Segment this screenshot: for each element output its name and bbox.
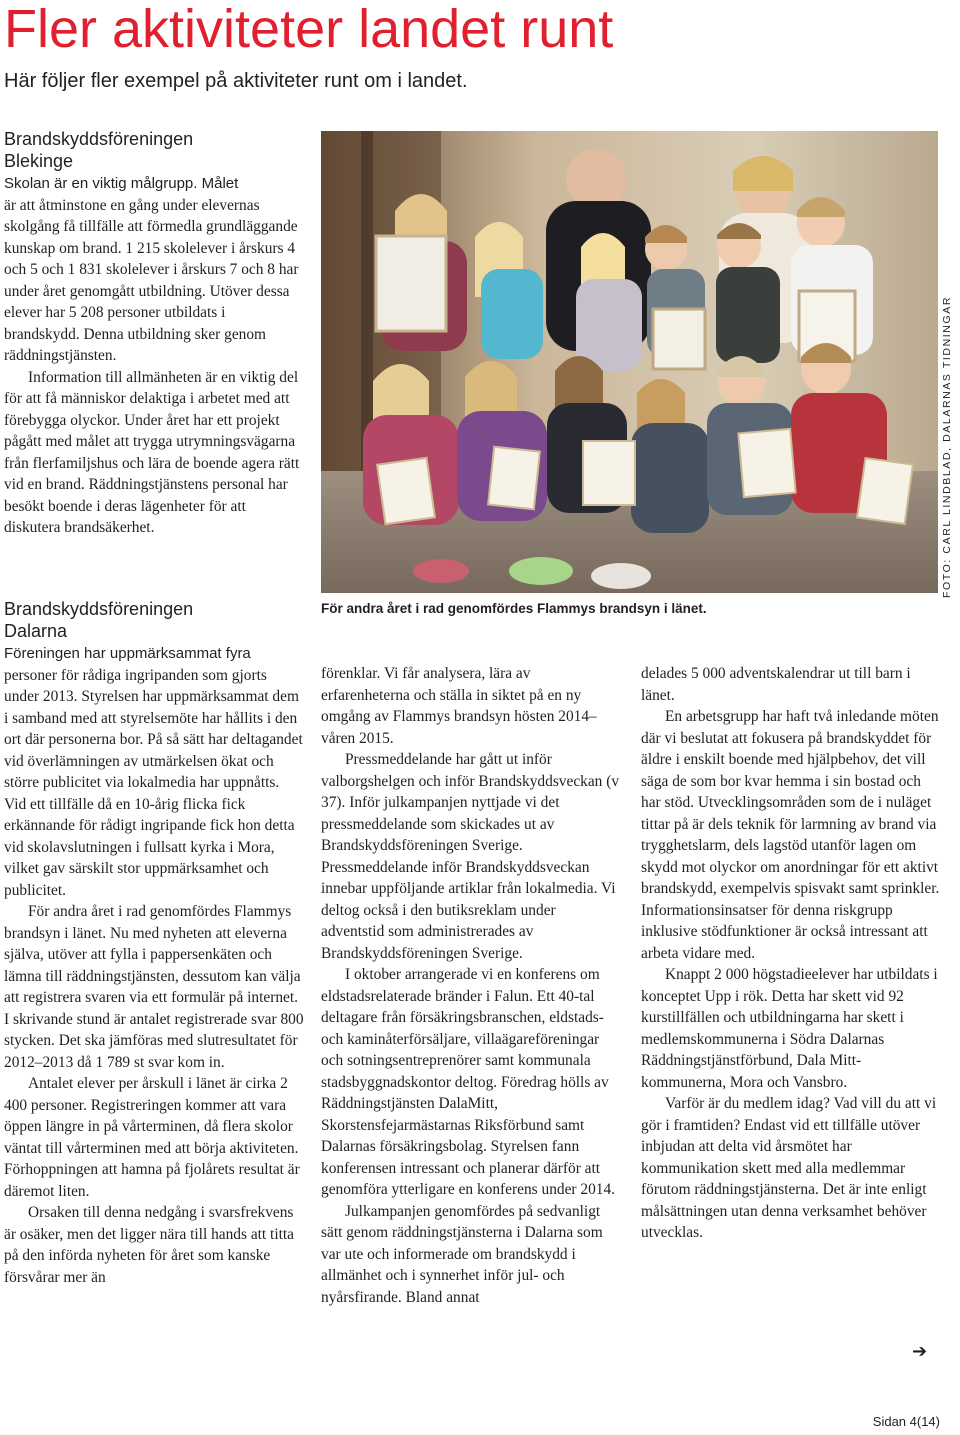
paragraph: Julkampanjen genomfördes på sedvanligt sätt genom räddningstjänsterna i Dalarna som var ute och informerade om brandskydd i allmänhet och i synnerhet inför jul- och nyårsfirande. Bland annat	[321, 1202, 603, 1306]
photo-credit: FOTO: CARL LINDBLAD, DALARNAS TIDNINGAR	[941, 295, 953, 598]
paragraph: I oktober arrangerade vi en konferens om eldstadsrelaterade bränder i Falun. Ett 40-tal deltagare från försäkringsbranschen, eldstads- och kaminåterförsäljare, villaägareföreningar och sotningsentreprenörer samt kommunala stadsbyggnadskontor deltog. Föredrag hölls av Räddningstjänsten DalaMitt, Skorstensfejarmästarnas Riksförbund samt Dalarnas försäkringsbolag. Styrelsen fann konferensen intressant och planerar därför att genomföra ytterligare en konferens under 2014.	[321, 966, 616, 1198]
paragraph: Varför är du medlem idag? Vad vill du att vi gör i framtiden? Endast vid ett tillfälle utöver inbjudan att delta vid årsmötet har kommunikation skett med alla medlemmar förutom räddningstjänsterna. Det är inte enligt målsättningen utan denna verksamhet behöver utvecklas.	[641, 1095, 937, 1241]
group-photo-illustration	[321, 131, 938, 593]
paragraph: Pressmeddelande har gått ut inför valborgshelgen och inför Brandskyddsveckan (v 37). Inför julkampanjen nyttjade vi det pressmeddelande som skickades ut av Brandskyddsföreningen Sverige. Pressmeddelande inför Brandskyddsveckan innebar uppföljande artiklar från lokalmedia. Vi deltog också i den butiksreklam under adventstid som administrerades av Brandskyddsföreningen Sverige.	[321, 751, 620, 962]
paragraph: Information till allmänheten är en viktig del för att få människor delaktiga i arbetet med att förebygga olyckor. Under året har ett projekt pågått med målet att trygga utrymningsvägarna från flerfamiljshus och lära de boende agera rätt vid en brand. Räddningstjänstens personal har besökt boende i deras lägenheter för att diskutera brandsäkerhet.	[4, 368, 300, 536]
page-number: Sidan 4(14)	[872, 1414, 940, 1429]
paragraph: personer för rådiga ingripanden som gjorts under 2013. Styrelsen har uppmärksammat dem i samband med att styrelsemöte har hållits i den ort där personerna bor. På så sätt har deltagandet vid överlämningen av utmärkelsen ökat och större publicitet via lokalmedia har uppnåtts. Vid ett tillfälle då en 10-årig flicka fick erkännande för rådigt ingripande fick hon detta vid skolavslutningen i fullsatt kyrka i Mora, vilket gav särskilt stor uppmärksamhet och publicitet.	[4, 666, 303, 899]
page-title: Fler aktiviteter landet runt	[4, 0, 614, 59]
photo-caption: För andra året i rad genomfördes Flammys brandsyn i länet.	[321, 601, 707, 616]
paragraph: För andra året i rad genomfördes Flammys brandsyn i länet. Nu med nyheten att eleverna själva, utöver att fylla i pappersenkäten och lämna till räddningstjänsten, dessutom kan välja att registrera svaren via ett formulär på internet. I skrivande stund är antalet registrerade svar 800 stycken. Det ska jämföras med slutresultatet för 2012–2013 då 1 789 st svar kom in.	[4, 903, 304, 1071]
section-heading-blekinge	[4, 128, 193, 172]
article-column-blekinge	[4, 173, 304, 539]
section-heading-dalarna	[4, 598, 193, 642]
lead-line: Föreningen har uppmärksammat fyra	[4, 645, 251, 662]
paragraph: En arbetsgrupp har haft två inledande möten där vi beslutat att fokusera på brandskyddet för äldre i enskilt boende med hjälpbehov, det vill säga de som bor kvar hemma i sin bostad och har stöd. Utvecklingsområden som de i nuläget tittar på är dels teknik för larmning av brand via trygghetslarm, dels lagstöd utanför lagen om skydd mot olyckor om anordningar för ett aktivt brandskydd, exempelvis spisvakt samt sprinkler. Informationsinsatser för denna riskgrupp inklusive stödfunktioner är också intressant att arbeta vidare med.	[641, 708, 940, 962]
page-subtitle: Här följer fler exempel på aktiviteter runt om i landet.	[4, 70, 468, 92]
paragraph: delades 5 000 adventskalendrar ut till barn i länet.	[641, 665, 911, 704]
arrow-right-icon: ➔	[912, 1341, 928, 1362]
paragraph: Orsaken till denna nedgång i svarsfrekvens är osäker, men det ligger nära till hands att titta på den införda nyheten för året som kanske försvårar mer än	[4, 1204, 294, 1286]
article-column-dalarna	[4, 643, 304, 1288]
paragraph: Knappt 2 000 högstadieelever har utbildats i konceptet Upp i rök. Detta har skett vid 92 kurstillfällen och utbildningarna har skett i medlemskommunerna i Södra Dalarnas Räddningstjänstförbund, Dala Mitt-kommunerna, Mora och Vansbro.	[641, 966, 938, 1091]
section-heading-line: Blekinge	[4, 151, 74, 171]
paragraph: är att åtminstone en gång under elevernas skolgång få tillfälle att förmedla grundläggande kunskap om brand. 1 215 skolelever i årskurs 4 och 5 och 1 831 skolelever i årskurs 7 och 8 har under året genomgått utbildning. Utöver dessa elever har 5 208 personer utbildats i brandskydd. Denna utbildning sker genom räddningstjänsten.	[4, 196, 299, 364]
group-photo	[321, 131, 938, 593]
lead-line: Skolan är en viktig målgrupp. Målet	[4, 175, 239, 192]
section-heading-line: Brandskyddsföreningen	[4, 599, 194, 619]
section-heading-line: Dalarna	[4, 621, 68, 641]
section-heading-line: Brandskyddsföreningen	[4, 129, 194, 149]
paragraph: Antalet elever per årskull i länet är cirka 2 400 personer. Registreringen kommer att vara öppen längre in på vårterminen, då flera skolor väntat till vårterminen med att börja aktiviteten. Förhoppningen att hamna på fjolårets resultat är däremot liten.	[4, 1075, 300, 1200]
paragraph: förenklar. Vi får analysera, lära av erfarenheterna och ställa in siktet på en ny omgång av Flammys brandsyn hösten 2014–våren 2015.	[321, 665, 597, 747]
article-column-right	[641, 663, 941, 1244]
article-column-middle	[321, 663, 621, 1308]
